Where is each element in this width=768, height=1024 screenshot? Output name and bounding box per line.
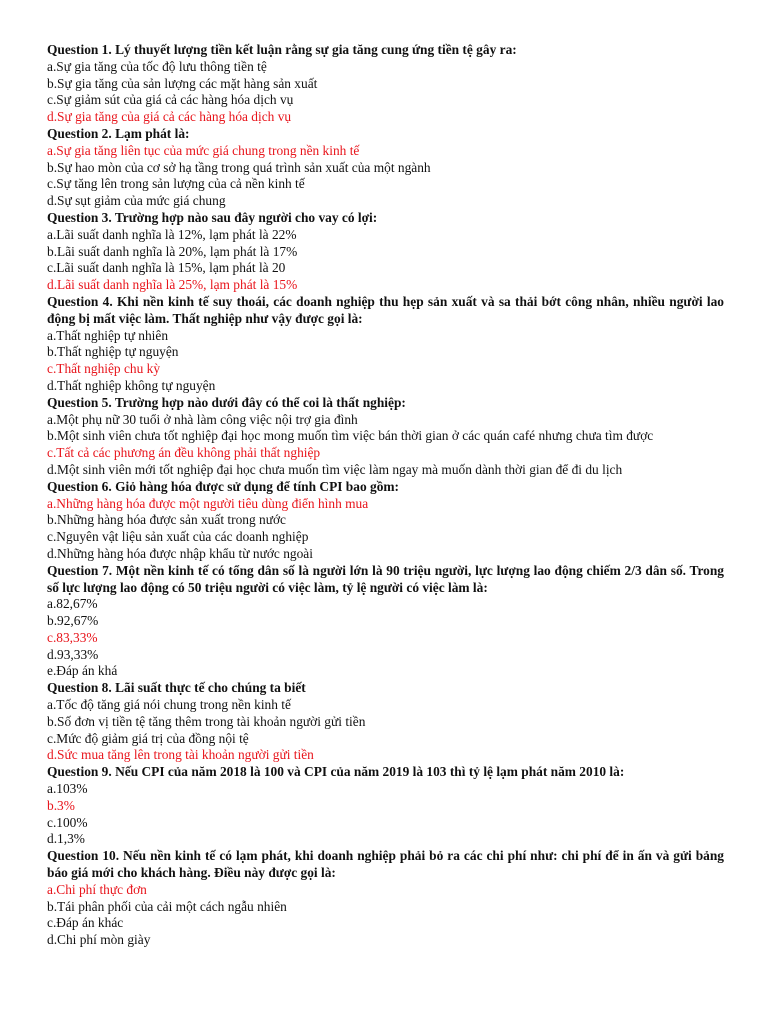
- question-block: [47, 680, 724, 764]
- question-title: Question 4. Khi nền kinh tế suy thoái, các doanh nghiệp thu hẹp sản xuất và sa thải bớt công nhân, nhiều người lao động bị mất việc làm. Thất nghiệp như vậy được gọi là:: [47, 293, 724, 326]
- answer-option: b.Lãi suất danh nghĩa là 20%, lạm phát là 17%: [47, 243, 298, 259]
- answer-option-correct: d.Sự gia tăng của giá cả các hàng hóa dịch vụ: [47, 109, 292, 125]
- answer-option: b.Những hàng hóa được sản xuất trong nước: [47, 512, 286, 528]
- answer-option: c.Lãi suất danh nghĩa là 15%, lạm phát là 20: [47, 260, 286, 276]
- question-title: Question 2. Lạm phát là:: [47, 125, 190, 141]
- question-title: Question 8. Lãi suất thực tế cho chúng ta biết: [47, 680, 306, 696]
- answer-option-correct: c.83,33%: [47, 629, 98, 645]
- answer-option: d.93,33%: [47, 646, 99, 662]
- answer-option: a.Tốc độ tăng giá nói chung trong nền kinh tế: [47, 697, 291, 713]
- question-title: Question 3. Trường hợp nào sau đây người cho vay có lợi:: [47, 209, 378, 225]
- answer-option: a.Thất nghiệp tự nhiên: [47, 327, 169, 343]
- question-block: [47, 210, 724, 294]
- answer-option: c.Sự giảm sút của giá cả các hàng hóa dịch vụ: [47, 92, 294, 108]
- answer-option: d.Những hàng hóa được nhập khẩu từ nước ngoài: [47, 545, 313, 561]
- question-title: Question 7. Một nền kinh tế có tổng dân số là người lớn là 90 triệu người, lực lượng lao động chiếm 2/3 dân số. Trong số lực lượng lao động có 50 triệu người có việc làm, tỷ lệ người có việc làm là:: [47, 562, 724, 595]
- question-title: Question 10. Nếu nền kinh tế có lạm phát, khi doanh nghiệp phải bỏ ra các chi phí như: chi phí để in ấn và gửi bảng báo giá mới cho khách hàng. Điều này được gọi là:: [47, 848, 724, 881]
- answer-option: b.Sự hao mòn của cơ sở hạ tầng trong quá trình sản xuất của một ngành: [47, 159, 431, 175]
- answer-option: c.Mức độ giảm giá trị của đồng nội tệ: [47, 730, 249, 746]
- question-block: [47, 42, 724, 126]
- answer-option: b.Thất nghiệp tự nguyện: [47, 344, 179, 360]
- answer-option: b.92,67%: [47, 613, 99, 629]
- answer-option: c.Đáp án khác: [47, 915, 124, 931]
- answer-option: d.Sự sụt giảm của mức giá chung: [47, 193, 226, 209]
- answer-option-correct: d.Sức mua tăng lên trong tài khoản người gửi tiền: [47, 747, 314, 763]
- answer-option-correct: b.3%: [47, 797, 75, 813]
- question-block: [47, 294, 724, 395]
- question-block: [47, 479, 724, 563]
- answer-option: d.Chi phí mòn giày: [47, 932, 151, 948]
- answer-option-correct: a.Những hàng hóa được một người tiêu dùng điển hình mua: [47, 495, 369, 511]
- answer-option: d.Một sinh viên mới tốt nghiệp đại học chưa muốn tìm việc làm ngay mà muốn dành thời gian để đi du lịch: [47, 461, 623, 477]
- answer-option: b.Sự gia tăng của sản lượng các mặt hàng sản xuất: [47, 75, 318, 91]
- answer-option: a.82,67%: [47, 596, 98, 612]
- answer-option-correct: d.Lãi suất danh nghĩa là 25%, lạm phát là 15%: [47, 277, 298, 293]
- question-title: Question 1. Lý thuyết lượng tiền kết luận rằng sự gia tăng cung ứng tiền tệ gây ra:: [47, 42, 517, 57]
- question-block: [47, 563, 724, 681]
- question-block: [47, 848, 724, 949]
- question-title: Question 9. Nếu CPI của năm 2018 là 100 và CPI của năm 2019 là 103 thì tỷ lệ lạm phát năm 2010 là:: [47, 764, 625, 780]
- answer-option: b.Số đơn vị tiền tệ tăng thêm trong tài khoản người gửi tiền: [47, 713, 366, 729]
- question-title: Question 6. Giỏ hàng hóa được sử dụng để tính CPI bao gồm:: [47, 478, 400, 494]
- answer-option-correct: a.Sự gia tăng liên tục của mức giá chung trong nền kinh tế: [47, 142, 360, 158]
- answer-option: e.Đáp án khá: [47, 663, 118, 679]
- answer-option: c.Sự tăng lên trong sản lượng của cả nền kinh tế: [47, 176, 305, 192]
- answer-option: a.103%: [47, 781, 88, 797]
- answer-option: a.Lãi suất danh nghĩa là 12%, lạm phát là 22%: [47, 226, 297, 242]
- answer-option: d.Thất nghiệp không tự nguyện: [47, 377, 216, 393]
- answer-option-correct: c.Tất cả các phương án đều không phải thất nghiệp: [47, 445, 321, 461]
- answer-option: c.100%: [47, 814, 88, 830]
- answer-option: a.Một phụ nữ 30 tuổi ở nhà làm công việc nội trợ gia đình: [47, 411, 358, 427]
- answer-option: b.Tái phân phối của cải một cách ngẫu nhiên: [47, 898, 287, 914]
- question-block: [47, 395, 724, 479]
- answer-option-correct: c.Thất nghiệp chu kỳ: [47, 361, 161, 377]
- question-block: [47, 126, 724, 210]
- question-block: [47, 764, 724, 848]
- answer-option: b.Một sinh viên chưa tốt nghiệp đại học mong muốn tìm việc bán thời gian ở các quán café nhưng chưa tìm được: [47, 428, 654, 444]
- answer-option: c.Nguyên vật liệu sản xuất của các doanh nghiệp: [47, 529, 309, 545]
- answer-option: d.1,3%: [47, 831, 85, 847]
- answer-option: a.Sự gia tăng của tốc độ lưu thông tiền tệ: [47, 58, 267, 74]
- answer-option-correct: a.Chi phí thực đơn: [47, 881, 147, 897]
- question-title: Question 5. Trường hợp nào dưới đây có thể coi là thất nghiệp:: [47, 394, 406, 410]
